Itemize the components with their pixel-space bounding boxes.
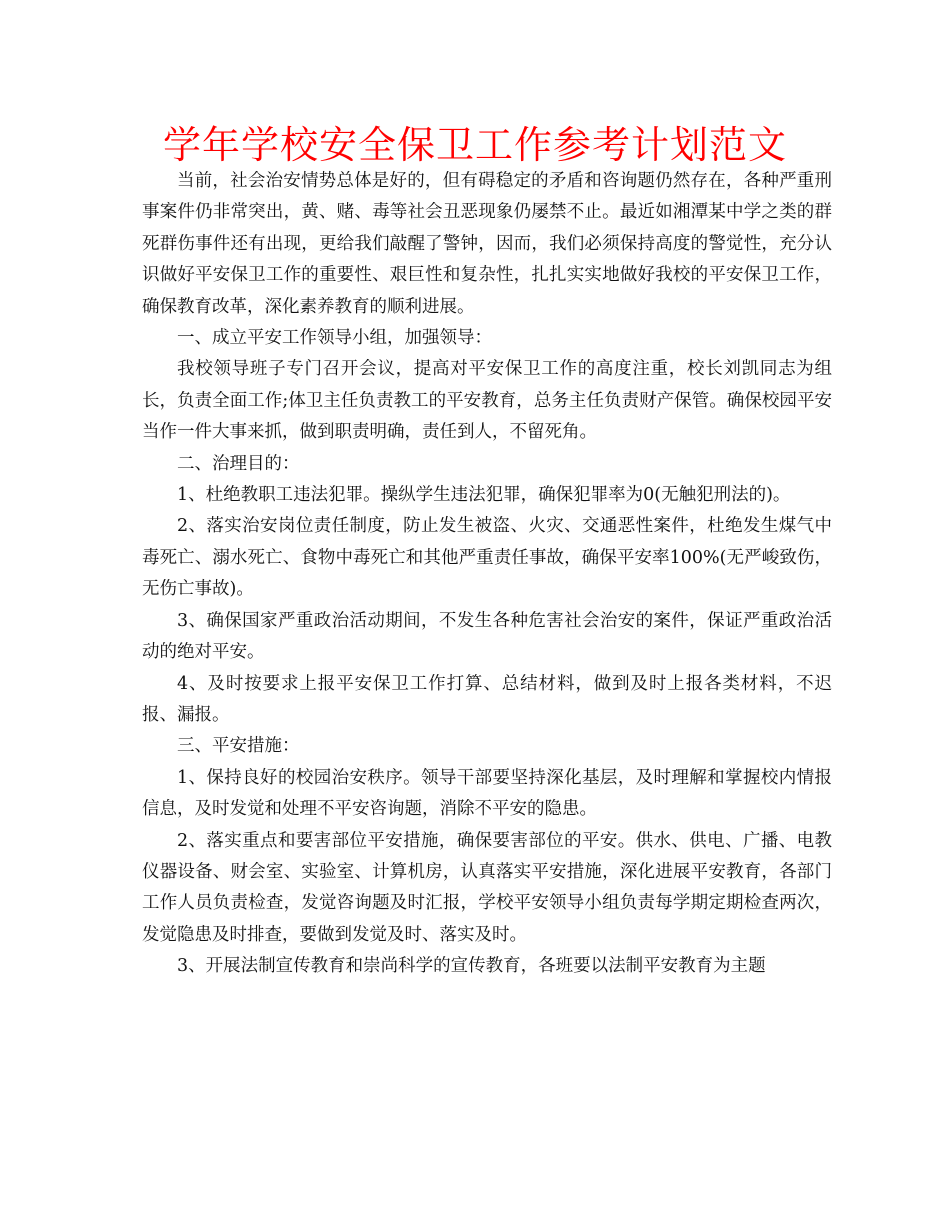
paragraph-intro: 当前，社会治安情势总体是好的，但有碍稳定的矛盾和咨询题仍然存在，各种严重刑事案件仍非常突出，黄、赌、毒等社会丑恶现象仍屡禁不止。最近如湘潭某中学之类的群死群伤事件还有出现，更给我们敲醒了警钟，因而，我们必须保持高度的警觉性，充分认识做好平安保卫工作的重要性、艰巨性和复杂性，扎扎实实地做好我校的平安保卫工作，确保教育改革，深化素养教育的顺利进展。 [142,171,832,317]
list-item: 4、及时按要求上报平安保卫工作打算、总结材料，做到及时上报各类材料，不迟报、漏报。 [142,673,832,725]
document-title: 学年学校安全保卫工作参考计划范文 [162,123,787,167]
section-heading-3: 三、平安措施： [177,736,300,757]
list-item: 2、落实治安岗位责任制度，防止发生被盗、火灾、交通恶性案件，杜绝发生煤气中毒死亡、溺水死亡、食物中毒死亡和其他严重责任事故，确保平安率100%(无严峻致伤，无伤亡事故)。 [142,516,832,600]
document-body [142,166,832,983]
list-item: 3、开展法制宣传教育和崇尚科学的宣传教育，各班要以法制平安教育为主题 [177,956,766,977]
section-heading-2: 二、治理目的： [177,453,300,474]
list-item: 1、保持良好的校园治安秩序。领导干部要坚持深化基层，及时理解和掌握校内情报信息，及时发觉和处理不平安咨询题，消除不平安的隐患。 [142,767,832,820]
list-item: 2、落实重点和要害部位平安措施，确保要害部位的平安。供水、供电、广播、电教仪器设备、财会室、实验室、计算机房，认真落实平安措施，深化进展平安教育，各部门工作人员负责检查，发觉咨询题及时汇报，学校平安领导小组负责每学期定期检查两次，发觉隐患及时排查，要做到发觉及时、落实及时。 [142,830,832,945]
list-item: 1、杜绝教职工违法犯罪。操纵学生违法犯罪，确保犯罪率为0(无触犯刑法的)。 [177,485,791,506]
paragraph: 我校领导班子专门召开会议，提高对平安保卫工作的高度注重，校长刘凯同志为组长，负责全面工作;体卫主任负责教工的平安教育，总务主任负责财产保管。确保校园平安当作一件大事来抓，做到职责明确，责任到人，不留死角。 [142,359,832,443]
section-heading-1: 一、成立平安工作领导小组，加强领导： [177,328,492,349]
list-item: 3、确保国家严重政治活动期间，不发生各种危害社会治安的案件，保证严重政治活动的绝对平安。 [142,610,832,663]
